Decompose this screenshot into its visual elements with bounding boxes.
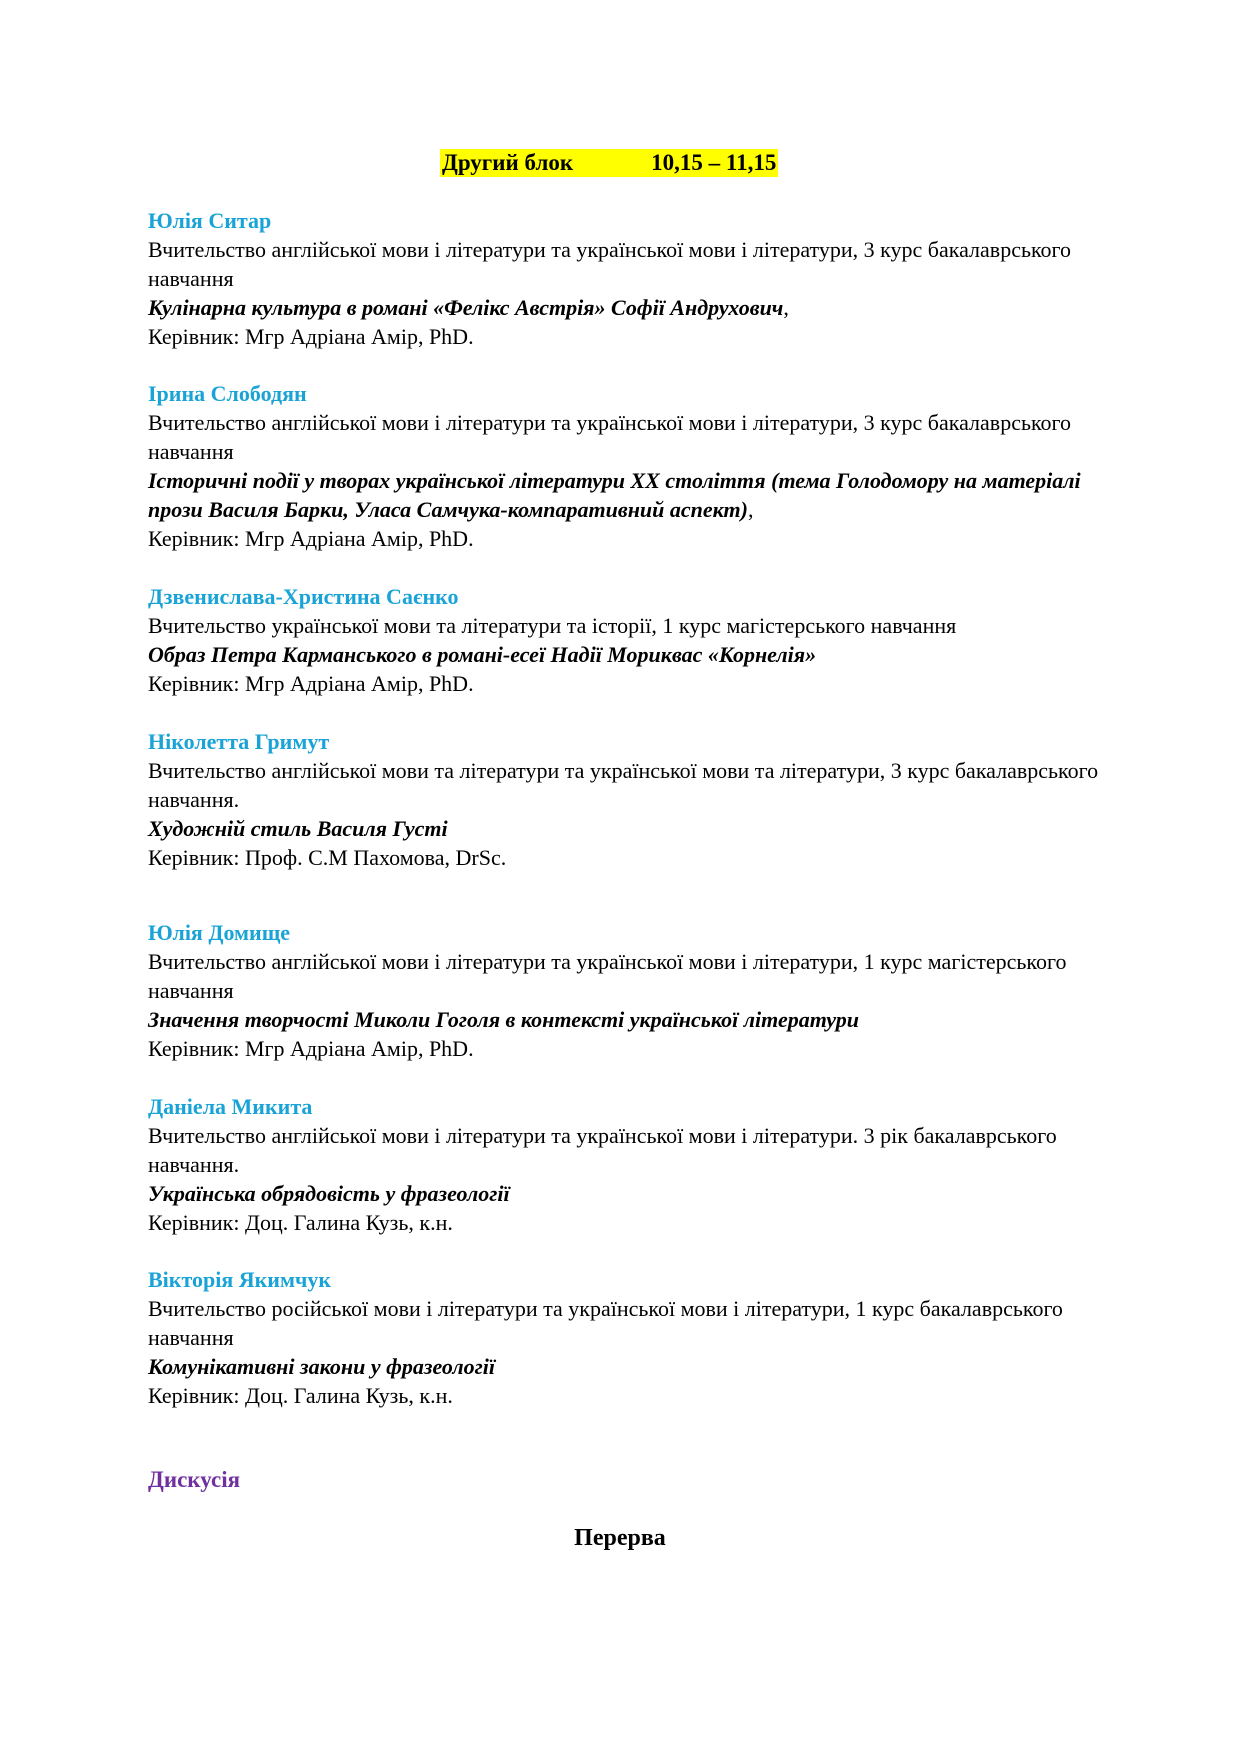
speaker-topic: Історичні події у творах української літератури ХХ століття (тема Голодомору на матеріалі прози Василя Барки, Уласа Самчука-компаративний аспект) <box>148 468 1081 522</box>
speaker-program: Вчительство української мови та літератури та історії, 1 курс магістерського навчання <box>148 613 957 638</box>
speaker-entry <box>148 1092 1108 1237</box>
speaker-name: Вікторія Якимчук <box>148 1267 332 1292</box>
speaker-supervisor: Керівник: Мгр Адріана Амір, PhD. <box>148 526 474 551</box>
speaker-entry <box>148 206 1108 351</box>
speaker-name: Юлія Домище <box>148 920 291 945</box>
speaker-name: Ніколетта Гримут <box>148 729 330 754</box>
speaker-program: Вчительство англійської мови і літератури та української мови і літератури. 3 рік бакалаврського навчання. <box>148 1123 1057 1177</box>
speaker-program: Вчительство англійської мови і літератури та української мови і літератури, 3 курс бакалаврського навчання <box>148 410 1072 464</box>
speaker-topic: Значення творчості Миколи Гоголя в контексті української літератури <box>148 1007 860 1032</box>
speaker-supervisor: Керівник: Проф. С.М Пахомова, DrSc. <box>148 845 507 870</box>
block-heading <box>440 149 778 177</box>
speaker-supervisor: Керівник: Мгр Адріана Амір, PhD. <box>148 324 474 349</box>
speaker-supervisor: Керівник: Мгр Адріана Амір, PhD. <box>148 1036 474 1061</box>
break-label: Перерва <box>574 1525 666 1551</box>
speaker-entry <box>148 582 1108 698</box>
speaker-topic: Художній стиль Василя Густі <box>148 816 448 841</box>
speaker-program: Вчительство англійської мови та літератури та української мови та літератури, 3 курс бакалаврського навчання. <box>148 758 1099 812</box>
speaker-entry <box>148 918 1108 1063</box>
discussion-label: Дискусія <box>148 1467 241 1492</box>
speaker-entry <box>148 1265 1108 1410</box>
speaker-topic: Образ Петра Карманського в романі-есеї Надії Мориквас «Корнелія» <box>148 642 817 667</box>
block-time: 10,15 – 11,15 <box>651 150 777 175</box>
speaker-supervisor: Керівник: Доц. Галина Кузь, к.н. <box>148 1383 453 1408</box>
speaker-name: Юлія Ситар <box>148 208 272 233</box>
speaker-topic: Комунікативні закони у фразеології <box>148 1354 496 1379</box>
speaker-name: Ірина Слободян <box>148 381 307 406</box>
speaker-name: Дзвенислава-Христина Саєнко <box>148 584 459 609</box>
speaker-name: Даніела Микита <box>148 1094 313 1119</box>
speaker-program: Вчительство англійської мови і літератури та української мови і літератури, 3 курс бакалаврського навчання <box>148 237 1072 291</box>
speaker-supervisor: Керівник: Мгр Адріана Амір, PhD. <box>148 671 474 696</box>
topic-suffix: , <box>783 295 789 320</box>
speaker-topic: Українська обрядовість у фразеології <box>148 1181 510 1206</box>
speaker-program: Вчительство російської мови і літератури та української мови і літератури, 1 курс бакалаврського навчання <box>148 1296 1063 1350</box>
speaker-topic: Кулінарна культура в романі «Фелікс Австрія» Софії Андрухович <box>148 295 784 320</box>
topic-suffix: , <box>747 497 754 522</box>
block-title: Другий блок <box>442 150 574 175</box>
speaker-entry <box>148 727 1108 872</box>
speaker-entry <box>148 379 1108 553</box>
speaker-supervisor: Керівник: Доц. Галина Кузь, к.н. <box>148 1210 453 1235</box>
speaker-program: Вчительство англійської мови і літератури та української мови і літератури, 1 курс магістерського навчання <box>148 949 1067 1003</box>
